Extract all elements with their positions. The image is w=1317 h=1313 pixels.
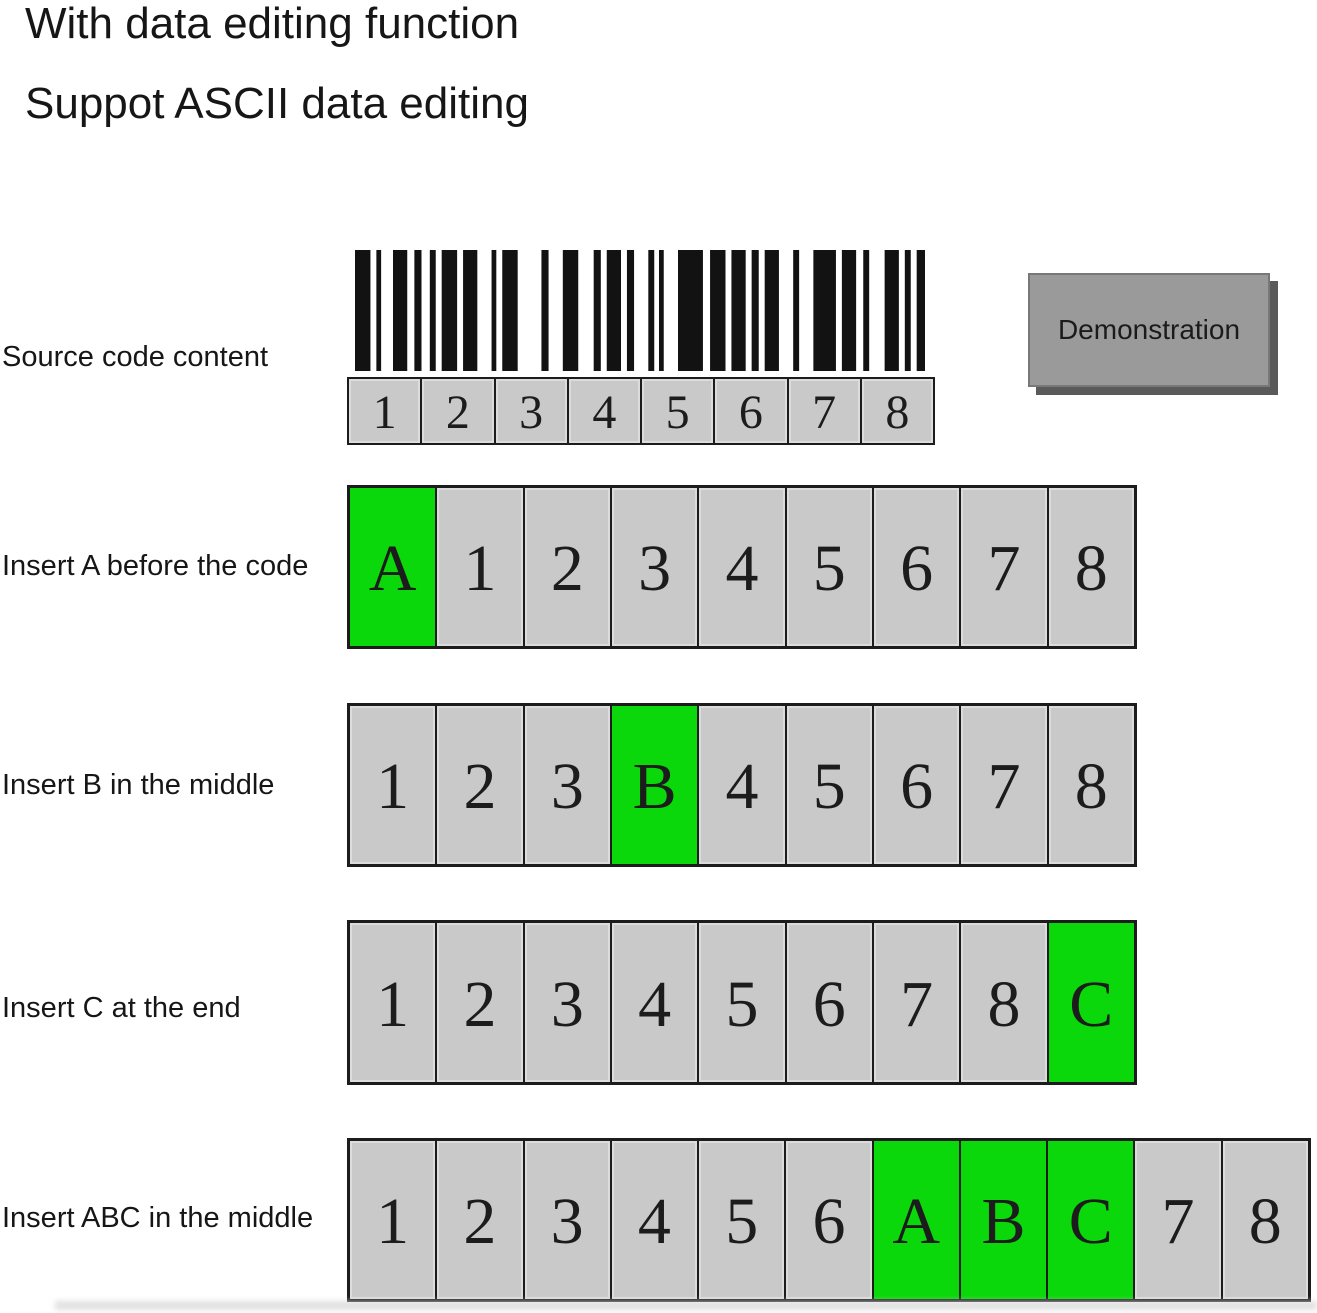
cell-value: 4 xyxy=(725,532,759,605)
data-cell xyxy=(1135,1141,1222,1299)
cell-value: 7 xyxy=(987,750,1021,823)
row-label-insert-a: Insert A before the code xyxy=(2,550,309,582)
cell-value: 4 xyxy=(638,967,672,1041)
cell-value: 2 xyxy=(550,532,584,605)
cell-value: 8 xyxy=(1074,750,1108,823)
data-cell xyxy=(862,379,933,443)
cell-value: 1 xyxy=(376,967,410,1041)
cell-value: 3 xyxy=(550,967,584,1041)
data-cell xyxy=(612,923,699,1082)
cell-value: 8 xyxy=(987,967,1021,1041)
title-line-1: With data editing function xyxy=(25,0,520,48)
data-cell xyxy=(422,379,495,443)
data-cell xyxy=(525,1141,612,1299)
row-insert-b-cells xyxy=(347,703,1137,867)
cell-value: 4 xyxy=(725,750,759,823)
data-cell xyxy=(874,1141,961,1299)
cell-value: 6 xyxy=(738,386,763,439)
cell-value: 5 xyxy=(725,967,759,1041)
source-cells-row xyxy=(347,377,935,445)
cell-value: 4 xyxy=(637,1185,671,1258)
data-cell xyxy=(437,488,524,646)
data-cell xyxy=(787,923,874,1082)
data-cell xyxy=(350,488,437,646)
cell-value: B xyxy=(981,1185,1026,1258)
data-cell xyxy=(525,706,612,864)
data-cell xyxy=(525,923,612,1082)
demonstration-button[interactable]: Demonstration xyxy=(1028,273,1270,387)
data-cell xyxy=(437,1141,524,1299)
data-cell xyxy=(525,488,612,646)
data-cell xyxy=(642,379,715,443)
cell-value: 5 xyxy=(665,386,690,439)
data-cell xyxy=(612,488,699,646)
row-label-insert-c: Insert C at the end xyxy=(2,992,241,1024)
barcode-image xyxy=(355,250,925,371)
data-cell xyxy=(699,1141,786,1299)
row-insert-c-cells xyxy=(347,920,1137,1085)
cell-value: 3 xyxy=(519,386,544,439)
data-cell xyxy=(699,923,786,1082)
cell-value: 7 xyxy=(900,967,934,1041)
cell-value: 8 xyxy=(1074,532,1108,605)
row-insert-abc-cells xyxy=(347,1138,1311,1302)
cell-value: 7 xyxy=(812,386,837,439)
cell-value: 3 xyxy=(550,1185,584,1258)
cell-value: 6 xyxy=(812,1185,846,1258)
data-cell xyxy=(786,1141,873,1299)
title-line-2: Suppot ASCII data editing xyxy=(25,79,529,128)
data-cell xyxy=(874,923,961,1082)
cell-value: 2 xyxy=(445,386,470,439)
data-cell xyxy=(1048,1141,1135,1299)
row-label-insert-b: Insert B in the middle xyxy=(2,769,275,801)
data-cell xyxy=(699,488,786,646)
cell-value: B xyxy=(632,750,677,823)
cell-value: A xyxy=(892,1185,941,1258)
cell-value: 5 xyxy=(812,750,846,823)
data-cell xyxy=(1049,706,1134,864)
row-label-insert-abc: Insert ABC in the middle xyxy=(2,1202,314,1234)
cell-value: 8 xyxy=(1248,1185,1282,1258)
data-cell xyxy=(1049,923,1134,1082)
data-cell xyxy=(789,379,862,443)
cell-value: 8 xyxy=(885,386,910,439)
data-cell xyxy=(349,379,422,443)
data-cell xyxy=(437,923,524,1082)
cell-value: 1 xyxy=(463,532,497,605)
cell-value: 1 xyxy=(376,1185,410,1258)
data-cell xyxy=(437,706,524,864)
data-cell xyxy=(961,488,1048,646)
data-cell xyxy=(787,706,874,864)
cell-value: 6 xyxy=(900,750,934,823)
cell-value: 3 xyxy=(550,750,584,823)
row-insert-a-cells xyxy=(347,485,1137,649)
cell-value: 5 xyxy=(812,532,846,605)
cell-value: 2 xyxy=(463,750,497,823)
data-cell xyxy=(496,379,569,443)
cell-value: 1 xyxy=(372,386,397,439)
cell-value: 7 xyxy=(987,532,1021,605)
cell-value: C xyxy=(1068,1185,1113,1258)
data-cell xyxy=(699,706,786,864)
cell-value: 4 xyxy=(592,386,617,439)
data-cell xyxy=(350,923,437,1082)
cell-value: C xyxy=(1069,967,1114,1041)
data-cell xyxy=(569,379,642,443)
data-cell xyxy=(1223,1141,1308,1299)
data-cell xyxy=(612,706,699,864)
cell-value: 6 xyxy=(812,967,846,1041)
cell-value: 7 xyxy=(1161,1185,1195,1258)
cell-value: 2 xyxy=(463,967,497,1041)
data-cell xyxy=(787,488,874,646)
data-cell xyxy=(961,1141,1048,1299)
data-cell xyxy=(961,923,1048,1082)
data-cell xyxy=(961,706,1048,864)
data-cell xyxy=(715,379,788,443)
data-cell xyxy=(350,706,437,864)
cell-value: A xyxy=(368,532,417,605)
bottom-artifact-line xyxy=(55,1301,1317,1310)
cell-value: 6 xyxy=(900,532,934,605)
data-cell xyxy=(1049,488,1134,646)
cell-value: 3 xyxy=(638,532,672,605)
data-cell xyxy=(874,488,961,646)
data-cell xyxy=(874,706,961,864)
data-cell xyxy=(350,1141,437,1299)
cell-value: 2 xyxy=(463,1185,497,1258)
source-code-label: Source code content xyxy=(2,341,269,373)
cell-value: 1 xyxy=(376,750,410,823)
data-cell xyxy=(612,1141,699,1299)
cell-value: 5 xyxy=(725,1185,759,1258)
